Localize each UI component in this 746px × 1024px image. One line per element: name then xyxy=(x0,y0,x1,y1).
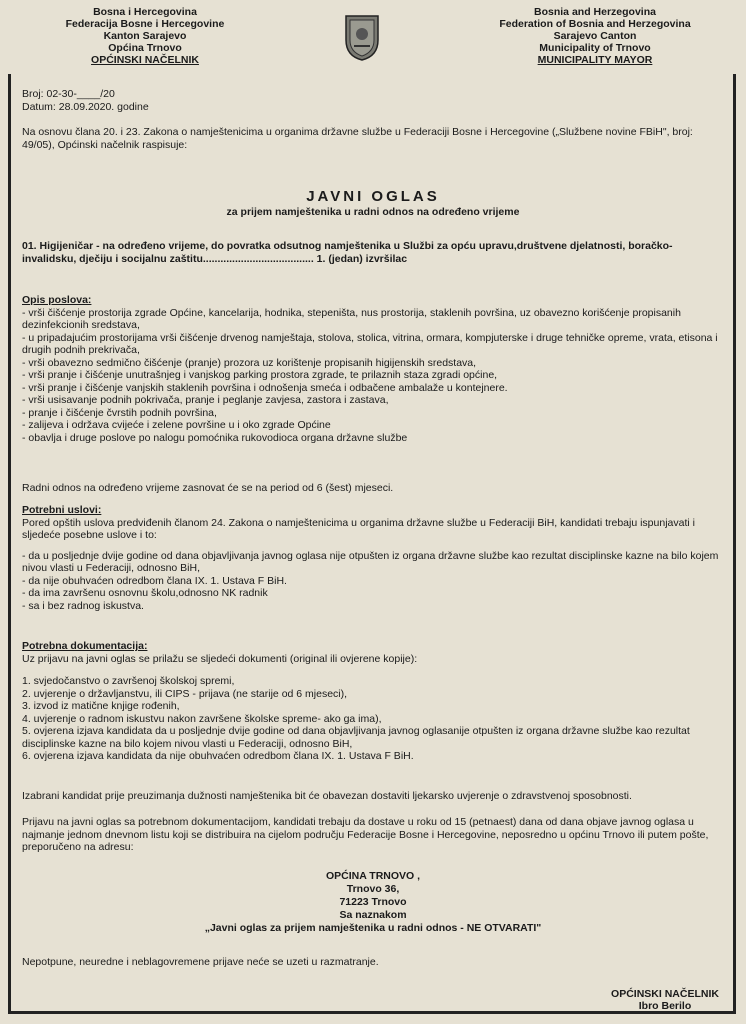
duties-section xyxy=(22,294,724,444)
duties-heading: Opis poslova: xyxy=(22,294,92,306)
duty-item: - vrši pranje i čišćenje unutrašnjeg i vanjskog parking prostora zgrade, te prilaznih staza zgradi općine, xyxy=(22,369,498,381)
requirements-intro: Pored opštih uslova predviđenih članom 24. Zakona o namještenicima u organima državne službe u Federaciji BiH, kandidati trebaju ispunjavati i sljedeće posebne uslove i to: xyxy=(22,516,695,541)
duty-item: - vrši čišćenje prostorija zgrade Općine, kancelarija, hodnika, stepeništa, nus prostorija, staklenih površina, uz obavezno korišćenje propisanih dezinfekcionih sredstava, xyxy=(22,306,681,331)
duty-item: - pranje i čišćenje čvrstih podnih površina, xyxy=(22,406,217,419)
header-right-line: Bosnia and Herzegovina xyxy=(534,6,656,18)
signature-block xyxy=(600,988,730,1012)
document-item: 4. uvjerenje o radnom iskustvu nakon završene školske spreme- ako ga ima), xyxy=(22,712,382,725)
header-left-line: Kanton Sarajevo xyxy=(103,30,187,42)
submission-instructions: Prijavu na javni oglas sa potrebnom dokumentacijom, kandidati trebaju da dostave u roku od 15 (petnaest) dana od dana objave javnog oglasa u najmanje jednom dnevnom listu koji se distribuira na cijelom području Federacije Bosne i Hercegovine, neposredno u općinu Trnovo ili putem pošte, preporučeno na adresu: xyxy=(22,816,709,853)
requirement-item: - da ima završenu osnovnu školu,odnosno NK radnik xyxy=(22,587,268,599)
duty-item: - zalijeva i održava cvijeće i zelene površine u i oko zgrade Općine xyxy=(22,419,331,431)
header-left xyxy=(40,6,250,66)
address-line: Sa naznakom xyxy=(339,909,407,921)
address-line: „Javni oglas za prijem namještenika u radni odnos - NE OTVARATI" xyxy=(204,922,542,934)
requirement-item: - da u posljednje dvije godine od dana objavljivanja javnog oglasa nije otpušten iz organa državne službe kao rezultat disciplinske kazne na bilo kojem nivou vlasti u Federaciji, odnosno BiH, xyxy=(22,549,719,574)
header-right-line: MUNICIPALITY MAYOR xyxy=(537,54,653,66)
duty-item: - vrši obavezno sedmično čišćenje (pranje) prozora uz korištenje propisanih higijenskih sredstava, xyxy=(22,356,477,369)
document-item: 1. svjedočanstvo o završenoj školskoj spremi, xyxy=(22,675,235,687)
header-right xyxy=(470,6,720,66)
documents-heading: Potrebna dokumentacija: xyxy=(22,640,148,652)
header-right-line: Sarajevo Canton xyxy=(553,30,637,42)
duty-item: - obavlja i druge poslove po nalogu pomoćnika rukovodioca organa državne službe xyxy=(22,431,408,444)
header-right-line: Federation of Bosnia and Herzegovina xyxy=(499,18,691,30)
header-left-line: Općina Trnovo xyxy=(108,42,182,54)
signature-name: Ibro Berilo xyxy=(638,1000,692,1012)
reference-block xyxy=(22,88,724,113)
coat-of-arms-icon xyxy=(342,12,382,62)
document-item: 2. uvjerenje o državljanstvu, ili CIPS - prijava (ne starije od 6 mjeseci), xyxy=(22,687,348,700)
document-title: JAVNI OGLAS xyxy=(306,188,440,205)
document-item: 5. ovjerena izjava kandidata da u posljednje dvije godine od dana objavljivanja javnog oglasanije otpušten iz organa državne službe kao rezultat disciplinske kazne na bilo kojem nivou vlasti u Federaciji, odnosno BiH, xyxy=(22,725,690,750)
requirements-heading: Potrebni uslovi: xyxy=(22,504,102,516)
employment-period: Radni odnos na određeno vrijeme zasnovat će se na period od 6 (šest) mjeseci. xyxy=(22,482,394,494)
address-block xyxy=(0,870,746,935)
document-subtitle: za prijem namještenika u radni odnos na određeno vrijeme xyxy=(226,206,520,218)
documents-intro: Uz prijavu na javni oglas se prilažu se sljedeći dokumenti (original ili ovjerene kopije): xyxy=(22,652,418,665)
reference-number: Broj: 02-30-____/20 xyxy=(22,88,115,100)
document-item: 6. ovjerena izjava kandidata da nije obuhvaćen odredbom člana IX. 1. Ustava F BiH. xyxy=(22,750,414,762)
address-line: OPĆINA TRNOVO , xyxy=(325,870,421,882)
address-line: 71223 Trnovo xyxy=(339,896,407,908)
header-left-line: OPĆINSKI NAČELNIK xyxy=(91,54,199,66)
reference-date: Datum: 28.09.2020. godine xyxy=(22,100,149,113)
requirement-item: - sa i bez radnog iskustva. xyxy=(22,599,144,612)
intro-paragraph: Na osnovu člana 20. i 23. Zakona o namještenicima u organima državne službe u Federaciji Bosne i Hercegovine („Službene novine FBiH", broj: 49/05), Općinski načelnik raspisuje: xyxy=(22,126,693,151)
signature-title: OPĆINSKI NAČELNIK xyxy=(611,988,719,1000)
header-right-line: Municipality of Trnovo xyxy=(539,42,651,54)
position-title: 01. Higijeničar - na određeno vrijeme, do povratka odsutnog namještenika u Službi za opću upravu,društvene djelatnosti, boračko-invalidsku, dječiju i socijalnu zaštitu...................................... 1. (jedan) izvršilac xyxy=(22,240,673,265)
requirements-section xyxy=(22,504,724,612)
selected-candidate-note: Izabrani kandidat prije preuzimanja dužnosti namještenika bit će obavezan dostaviti ljekarsko uvjerenje o zdravstvenoj sposobnosti. xyxy=(22,790,632,802)
requirement-item: - da nije obuhvaćen odredbom člana IX. 1. Ustava F BiH. xyxy=(22,574,287,587)
duty-item: - vrši pranje i čišćenje vanjskih staklenih površina i odnošenja smeća i odbačene ambalaže u kontejnere. xyxy=(22,381,508,394)
header-left-line: Bosna i Hercegovina xyxy=(93,6,197,18)
address-line: Trnovo 36, xyxy=(346,883,400,895)
header-left-line: Federacija Bosne i Hercegovine xyxy=(65,18,225,30)
document-item: 3. izvod iz matične knjige rođenih, xyxy=(22,700,180,712)
documents-section xyxy=(22,640,724,763)
incomplete-applications-note: Nepotpune, neuredne i neblagovremene prijave neće se uzeti u razmatranje. xyxy=(22,956,379,968)
duty-item: - u pripadajućim prostorijama vrši čišćenje drvenog namještaja, stolova, stolica, vitrina, ormara, kompjuterske i druge tehničke opreme, vrata, etisona i drugih podnih prekrivača, xyxy=(22,331,718,356)
duty-item: - vrši usisavanje podnih pokrivača, pranje i peglanje zavjesa, zastora i zastava, xyxy=(22,394,389,406)
